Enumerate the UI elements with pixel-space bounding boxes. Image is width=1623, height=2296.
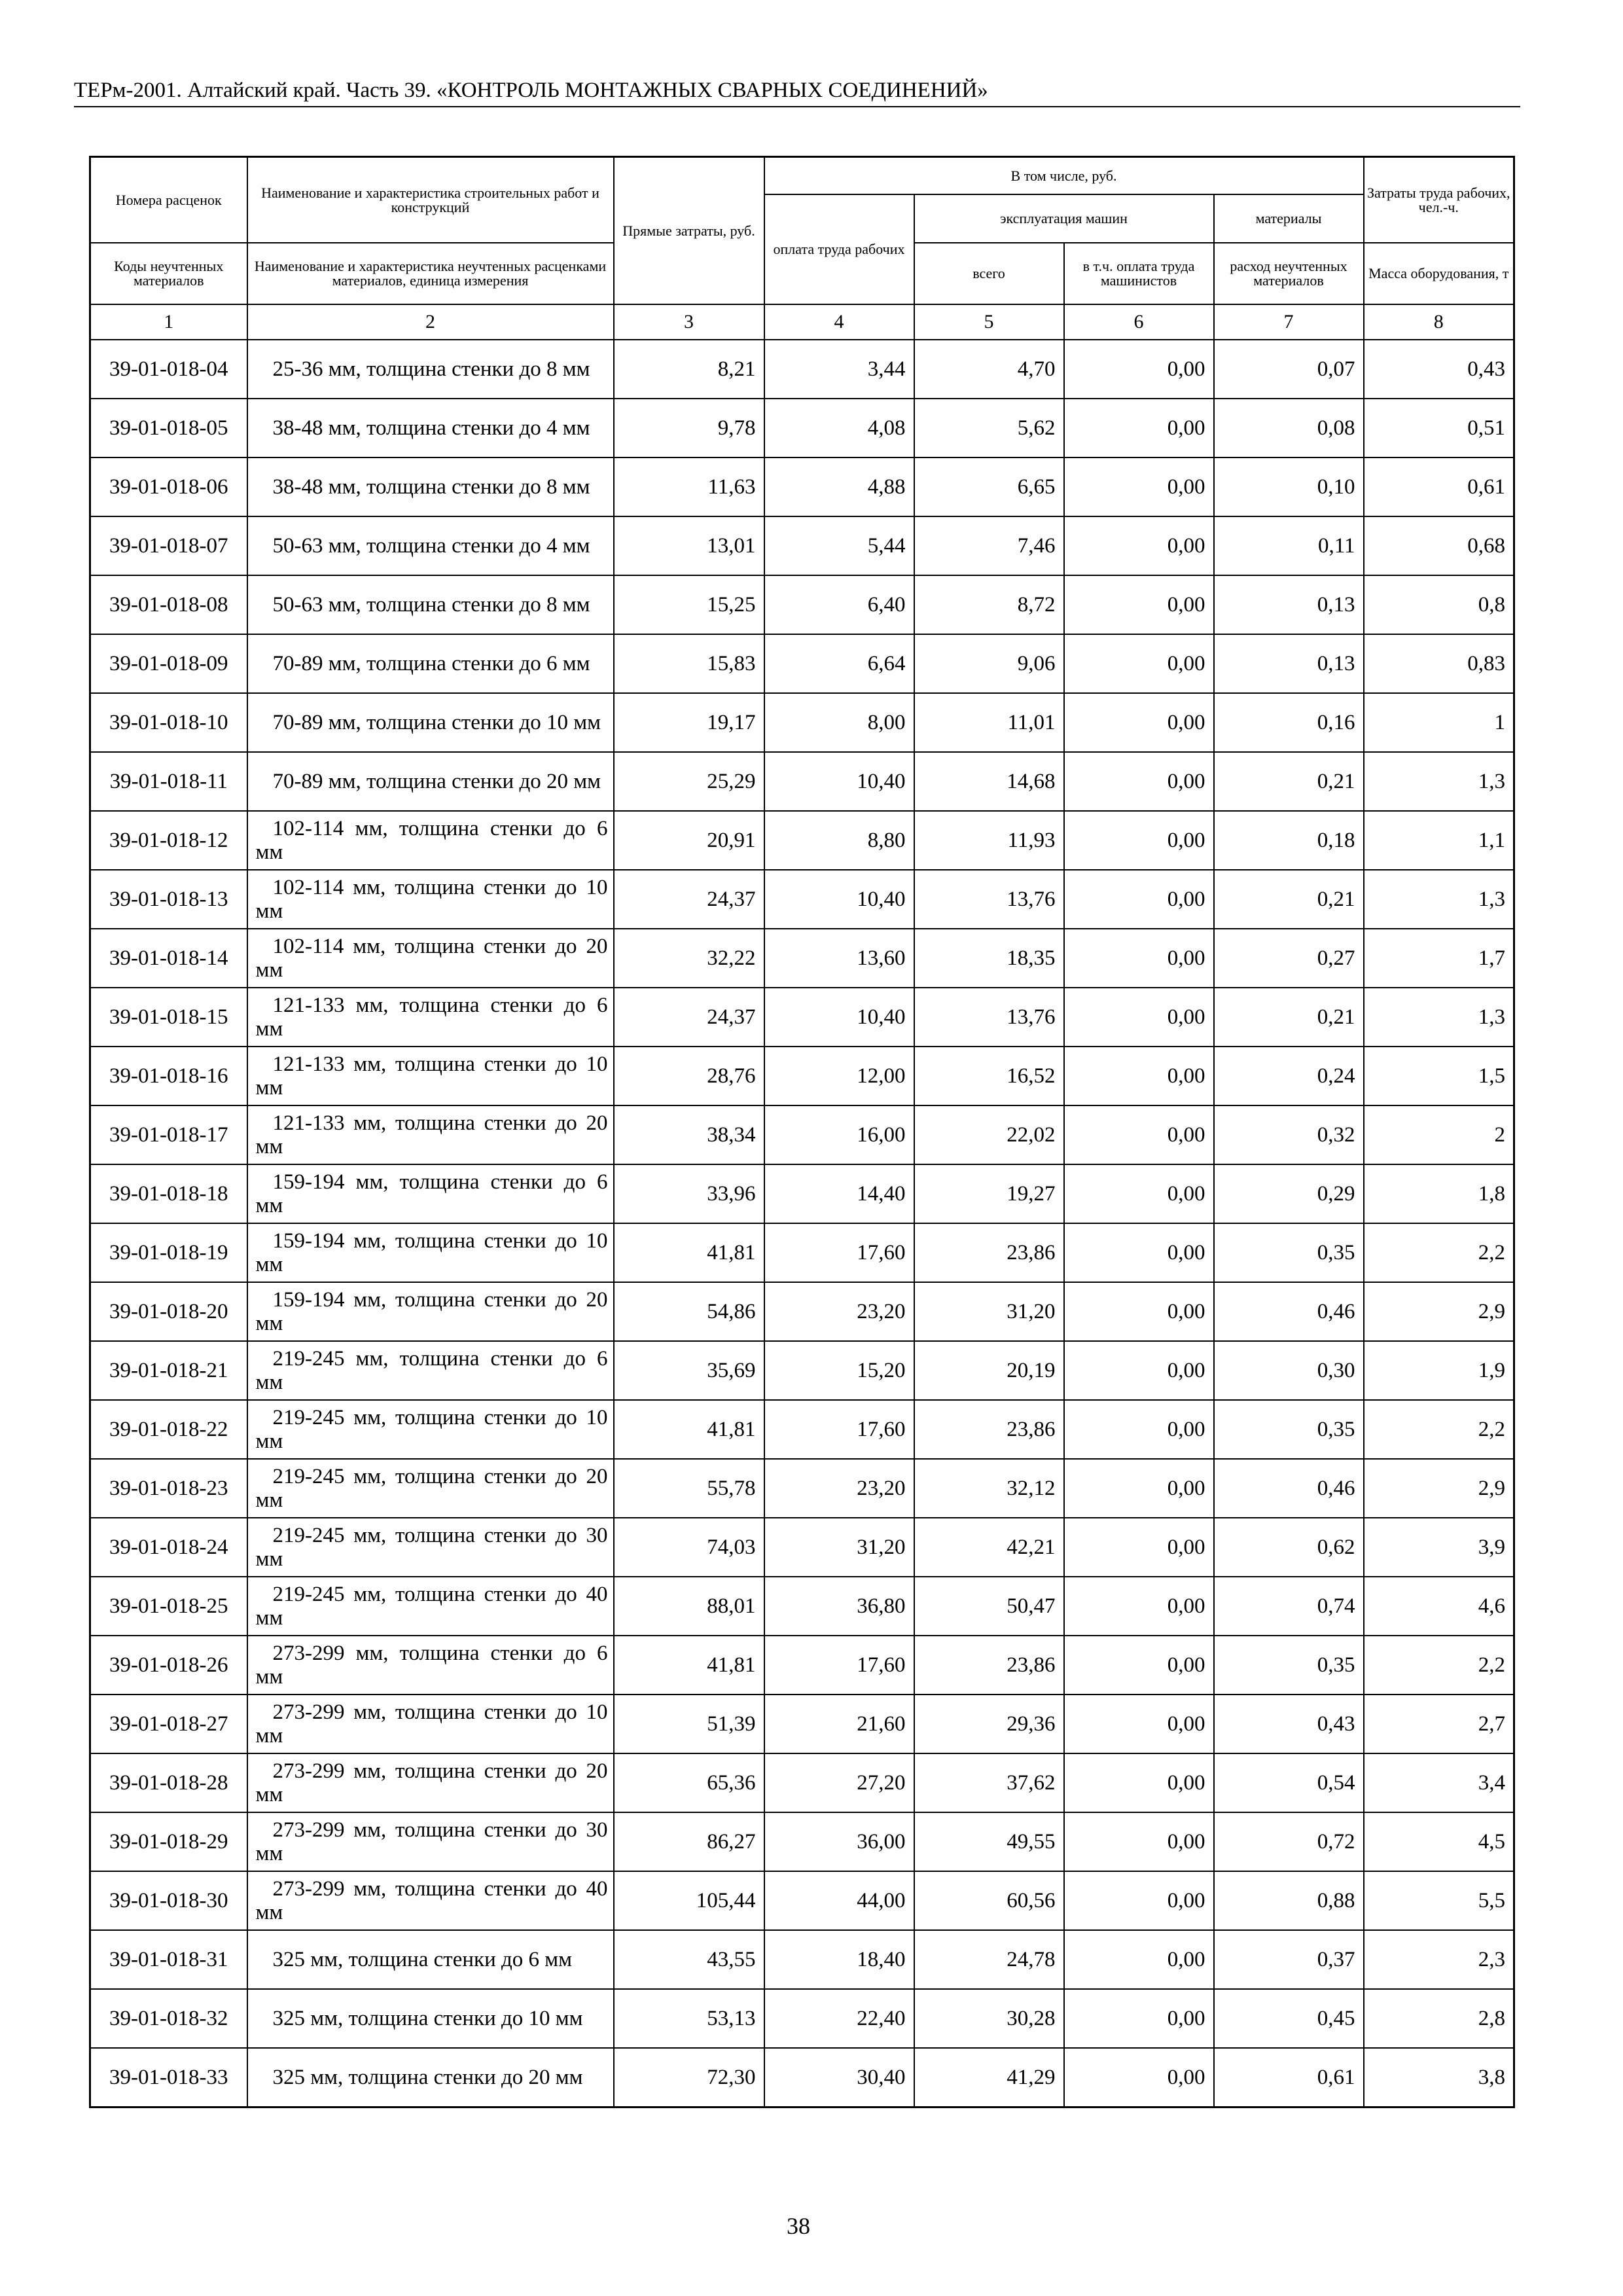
column-number: 1 <box>90 304 247 340</box>
table-row <box>90 457 1514 516</box>
direct-costs-cell: 24,37 <box>614 870 764 929</box>
direct-costs-cell: 51,39 <box>614 1695 764 1753</box>
work-description: 70-89 мм, толщина стенки до 10 мм <box>247 693 614 752</box>
table-row <box>90 399 1514 457</box>
materials-cell: 0,46 <box>1214 1282 1364 1341</box>
work-description: 121-133 мм, толщина стенки до 6 мм <box>247 988 614 1047</box>
operator-pay-cell: 0,00 <box>1064 1930 1214 1989</box>
direct-costs-cell: 20,91 <box>614 811 764 870</box>
worker-pay-cell: 8,80 <box>764 811 914 870</box>
worker-pay-cell: 22,40 <box>764 1989 914 2048</box>
rates-table <box>89 156 1515 2108</box>
direct-costs-cell: 105,44 <box>614 1871 764 1930</box>
direct-costs-cell: 41,81 <box>614 1636 764 1695</box>
direct-costs-cell: 41,81 <box>614 1223 764 1282</box>
worker-pay-cell: 44,00 <box>764 1871 914 1930</box>
materials-cell: 0,62 <box>1214 1518 1364 1577</box>
column-number: 3 <box>614 304 764 340</box>
header-material-consumption: расход неучтенных материалов <box>1214 243 1364 304</box>
labor-costs-cell: 4,6 <box>1364 1577 1514 1636</box>
worker-pay-cell: 16,00 <box>764 1105 914 1164</box>
header-including: В том числе, руб. <box>764 157 1364 195</box>
table-row <box>90 870 1514 929</box>
column-number: 8 <box>1364 304 1514 340</box>
rate-code: 39-01-018-23 <box>90 1459 247 1518</box>
operator-pay-cell: 0,00 <box>1064 988 1214 1047</box>
page-header-title: ТЕРм-2001. Алтайский край. Часть 39. «КОНТРОЛЬ МОНТАЖНЫХ СВАРНЫХ СОЕДИНЕНИЙ» <box>74 77 1520 107</box>
labor-costs-cell: 2,2 <box>1364 1400 1514 1459</box>
direct-costs-cell: 38,34 <box>614 1105 764 1164</box>
table-row <box>90 1459 1514 1518</box>
table-row <box>90 1164 1514 1223</box>
machines-total-cell: 19,27 <box>914 1164 1064 1223</box>
table-row <box>90 634 1514 693</box>
column-number-row <box>90 304 1514 340</box>
work-description: 159-194 мм, толщина стенки до 6 мм <box>247 1164 614 1223</box>
rate-code: 39-01-018-14 <box>90 929 247 988</box>
machines-total-cell: 16,52 <box>914 1047 1064 1105</box>
worker-pay-cell: 23,20 <box>764 1459 914 1518</box>
table-row <box>90 1577 1514 1636</box>
machines-total-cell: 8,72 <box>914 575 1064 634</box>
direct-costs-cell: 72,30 <box>614 2048 764 2108</box>
operator-pay-cell: 0,00 <box>1064 1989 1214 2048</box>
labor-costs-cell: 0,51 <box>1364 399 1514 457</box>
materials-cell: 0,35 <box>1214 1400 1364 1459</box>
rate-code: 39-01-018-15 <box>90 988 247 1047</box>
worker-pay-cell: 17,60 <box>764 1400 914 1459</box>
direct-costs-cell: 15,83 <box>614 634 764 693</box>
materials-cell: 0,54 <box>1214 1753 1364 1812</box>
work-description: 50-63 мм, толщина стенки до 4 мм <box>247 516 614 575</box>
operator-pay-cell: 0,00 <box>1064 929 1214 988</box>
machines-total-cell: 14,68 <box>914 752 1064 811</box>
direct-costs-cell: 15,25 <box>614 575 764 634</box>
work-description: 50-63 мм, толщина стенки до 8 мм <box>247 575 614 634</box>
direct-costs-cell: 28,76 <box>614 1047 764 1105</box>
worker-pay-cell: 4,08 <box>764 399 914 457</box>
direct-costs-cell: 35,69 <box>614 1341 764 1400</box>
operator-pay-cell: 0,00 <box>1064 1341 1214 1400</box>
labor-costs-cell: 1,3 <box>1364 870 1514 929</box>
machines-total-cell: 23,86 <box>914 1400 1064 1459</box>
work-description: 159-194 мм, толщина стенки до 10 мм <box>247 1223 614 1282</box>
machines-total-cell: 23,86 <box>914 1636 1064 1695</box>
machines-total-cell: 41,29 <box>914 2048 1064 2108</box>
table-row <box>90 1518 1514 1577</box>
header-rate-number: Номера расценок <box>90 157 247 243</box>
worker-pay-cell: 4,88 <box>764 457 914 516</box>
work-description: 273-299 мм, толщина стенки до 20 мм <box>247 1753 614 1812</box>
work-description: 219-245 мм, толщина стенки до 10 мм <box>247 1400 614 1459</box>
labor-costs-cell: 2,9 <box>1364 1282 1514 1341</box>
work-description: 25-36 мм, толщина стенки до 8 мм <box>247 340 614 399</box>
direct-costs-cell: 32,22 <box>614 929 764 988</box>
materials-cell: 0,35 <box>1214 1223 1364 1282</box>
labor-costs-cell: 0,43 <box>1364 340 1514 399</box>
labor-costs-cell: 1,8 <box>1364 1164 1514 1223</box>
work-description: 70-89 мм, толщина стенки до 20 мм <box>247 752 614 811</box>
materials-cell: 0,45 <box>1214 1989 1364 2048</box>
operator-pay-cell: 0,00 <box>1064 811 1214 870</box>
direct-costs-cell: 24,37 <box>614 988 764 1047</box>
header-operator-pay: в т.ч. оплата труда машинистов <box>1064 243 1214 304</box>
rate-code: 39-01-018-13 <box>90 870 247 929</box>
machines-total-cell: 6,65 <box>914 457 1064 516</box>
machines-total-cell: 31,20 <box>914 1282 1064 1341</box>
header-work-name: Наименование и характеристика строительных работ и конструкций <box>247 157 614 243</box>
labor-costs-cell: 2,2 <box>1364 1636 1514 1695</box>
operator-pay-cell: 0,00 <box>1064 1459 1214 1518</box>
worker-pay-cell: 10,40 <box>764 870 914 929</box>
rate-code: 39-01-018-12 <box>90 811 247 870</box>
machines-total-cell: 32,12 <box>914 1459 1064 1518</box>
machines-total-cell: 18,35 <box>914 929 1064 988</box>
worker-pay-cell: 12,00 <box>764 1047 914 1105</box>
operator-pay-cell: 0,00 <box>1064 870 1214 929</box>
rate-code: 39-01-018-11 <box>90 752 247 811</box>
materials-cell: 0,35 <box>1214 1636 1364 1695</box>
work-description: 102-114 мм, толщина стенки до 20 мм <box>247 929 614 988</box>
materials-cell: 0,43 <box>1214 1695 1364 1753</box>
page-number: 38 <box>787 2213 810 2239</box>
labor-costs-cell: 3,9 <box>1364 1518 1514 1577</box>
header-total: всего <box>914 243 1064 304</box>
rate-code: 39-01-018-18 <box>90 1164 247 1223</box>
work-description: 159-194 мм, толщина стенки до 20 мм <box>247 1282 614 1341</box>
labor-costs-cell: 2,9 <box>1364 1459 1514 1518</box>
rate-code: 39-01-018-24 <box>90 1518 247 1577</box>
worker-pay-cell: 14,40 <box>764 1164 914 1223</box>
labor-costs-cell: 2,7 <box>1364 1695 1514 1753</box>
header-equipment-mass: Масса оборудования, т <box>1364 243 1514 304</box>
operator-pay-cell: 0,00 <box>1064 693 1214 752</box>
operator-pay-cell: 0,00 <box>1064 1400 1214 1459</box>
rate-code: 39-01-018-27 <box>90 1695 247 1753</box>
materials-cell: 0,11 <box>1214 516 1364 575</box>
work-description: 219-245 мм, толщина стенки до 6 мм <box>247 1341 614 1400</box>
machines-total-cell: 4,70 <box>914 340 1064 399</box>
table-row <box>90 1223 1514 1282</box>
worker-pay-cell: 27,20 <box>764 1753 914 1812</box>
operator-pay-cell: 0,00 <box>1064 1577 1214 1636</box>
direct-costs-cell: 33,96 <box>614 1164 764 1223</box>
table-row <box>90 1812 1514 1871</box>
rate-code: 39-01-018-29 <box>90 1812 247 1871</box>
labor-costs-cell: 0,83 <box>1364 634 1514 693</box>
work-description: 273-299 мм, толщина стенки до 10 мм <box>247 1695 614 1753</box>
rate-code: 39-01-018-31 <box>90 1930 247 1989</box>
rate-code: 39-01-018-22 <box>90 1400 247 1459</box>
worker-pay-cell: 23,20 <box>764 1282 914 1341</box>
operator-pay-cell: 0,00 <box>1064 340 1214 399</box>
table-row <box>90 516 1514 575</box>
table-row <box>90 575 1514 634</box>
materials-cell: 0,13 <box>1214 575 1364 634</box>
operator-pay-cell: 0,00 <box>1064 1812 1214 1871</box>
labor-costs-cell: 1 <box>1364 693 1514 752</box>
work-description: 102-114 мм, толщина стенки до 6 мм <box>247 811 614 870</box>
labor-costs-cell: 2,8 <box>1364 1989 1514 2048</box>
materials-cell: 0,27 <box>1214 929 1364 988</box>
work-description: 38-48 мм, толщина стенки до 4 мм <box>247 399 614 457</box>
worker-pay-cell: 6,40 <box>764 575 914 634</box>
rate-code: 39-01-018-20 <box>90 1282 247 1341</box>
header-worker-pay: оплата труда рабочих <box>764 194 914 304</box>
worker-pay-cell: 21,60 <box>764 1695 914 1753</box>
work-description: 273-299 мм, толщина стенки до 40 мм <box>247 1871 614 1930</box>
labor-costs-cell: 1,7 <box>1364 929 1514 988</box>
table-header <box>90 157 1514 340</box>
materials-cell: 0,21 <box>1214 988 1364 1047</box>
labor-costs-cell: 3,4 <box>1364 1753 1514 1812</box>
worker-pay-cell: 31,20 <box>764 1518 914 1577</box>
header-material-codes: Коды неучтенных материалов <box>90 243 247 304</box>
work-description: 121-133 мм, толщина стенки до 10 мм <box>247 1047 614 1105</box>
operator-pay-cell: 0,00 <box>1064 399 1214 457</box>
table-row <box>90 2048 1514 2108</box>
work-description: 325 мм, толщина стенки до 10 мм <box>247 1989 614 2048</box>
machines-total-cell: 13,76 <box>914 988 1064 1047</box>
table-row <box>90 1871 1514 1930</box>
header-direct-costs: Прямые затраты, руб. <box>614 157 764 305</box>
table-row <box>90 811 1514 870</box>
machines-total-cell: 9,06 <box>914 634 1064 693</box>
rate-code: 39-01-018-26 <box>90 1636 247 1695</box>
rate-code: 39-01-018-32 <box>90 1989 247 2048</box>
machines-total-cell: 37,62 <box>914 1753 1064 1812</box>
operator-pay-cell: 0,00 <box>1064 1282 1214 1341</box>
table-row <box>90 1400 1514 1459</box>
worker-pay-cell: 30,40 <box>764 2048 914 2108</box>
materials-cell: 0,61 <box>1214 2048 1364 2108</box>
direct-costs-cell: 8,21 <box>614 340 764 399</box>
machines-total-cell: 24,78 <box>914 1930 1064 1989</box>
operator-pay-cell: 0,00 <box>1064 2048 1214 2108</box>
table-row <box>90 340 1514 399</box>
rate-code: 39-01-018-16 <box>90 1047 247 1105</box>
machines-total-cell: 30,28 <box>914 1989 1064 2048</box>
table-row <box>90 1047 1514 1105</box>
labor-costs-cell: 2,2 <box>1364 1223 1514 1282</box>
materials-cell: 0,88 <box>1214 1871 1364 1930</box>
materials-cell: 0,21 <box>1214 870 1364 929</box>
header-material-names: Наименование и характеристика неучтенных расценками материалов, единица измерения <box>247 243 614 304</box>
operator-pay-cell: 0,00 <box>1064 634 1214 693</box>
materials-cell: 0,07 <box>1214 340 1364 399</box>
table-row <box>90 1695 1514 1753</box>
rate-code: 39-01-018-04 <box>90 340 247 399</box>
labor-costs-cell: 0,61 <box>1364 457 1514 516</box>
machines-total-cell: 11,01 <box>914 693 1064 752</box>
operator-pay-cell: 0,00 <box>1064 1047 1214 1105</box>
table-row <box>90 1636 1514 1695</box>
direct-costs-cell: 88,01 <box>614 1577 764 1636</box>
machines-total-cell: 60,56 <box>914 1871 1064 1930</box>
materials-cell: 0,46 <box>1214 1459 1364 1518</box>
operator-pay-cell: 0,00 <box>1064 575 1214 634</box>
labor-costs-cell: 1,5 <box>1364 1047 1514 1105</box>
direct-costs-cell: 41,81 <box>614 1400 764 1459</box>
column-number: 2 <box>247 304 614 340</box>
direct-costs-cell: 25,29 <box>614 752 764 811</box>
worker-pay-cell: 13,60 <box>764 929 914 988</box>
labor-costs-cell: 0,68 <box>1364 516 1514 575</box>
operator-pay-cell: 0,00 <box>1064 1636 1214 1695</box>
direct-costs-cell: 9,78 <box>614 399 764 457</box>
direct-costs-cell: 55,78 <box>614 1459 764 1518</box>
operator-pay-cell: 0,00 <box>1064 1753 1214 1812</box>
table-row <box>90 988 1514 1047</box>
rate-code: 39-01-018-10 <box>90 693 247 752</box>
operator-pay-cell: 0,00 <box>1064 516 1214 575</box>
rate-code: 39-01-018-06 <box>90 457 247 516</box>
machines-total-cell: 20,19 <box>914 1341 1064 1400</box>
direct-costs-cell: 13,01 <box>614 516 764 575</box>
machines-total-cell: 11,93 <box>914 811 1064 870</box>
materials-cell: 0,16 <box>1214 693 1364 752</box>
worker-pay-cell: 17,60 <box>764 1223 914 1282</box>
worker-pay-cell: 36,00 <box>764 1812 914 1871</box>
rate-code: 39-01-018-33 <box>90 2048 247 2108</box>
worker-pay-cell: 15,20 <box>764 1341 914 1400</box>
header-machine-operation: эксплуатация машин <box>914 194 1214 243</box>
operator-pay-cell: 0,00 <box>1064 1105 1214 1164</box>
worker-pay-cell: 6,64 <box>764 634 914 693</box>
work-description: 219-245 мм, толщина стенки до 30 мм <box>247 1518 614 1577</box>
materials-cell: 0,10 <box>1214 457 1364 516</box>
materials-cell: 0,18 <box>1214 811 1364 870</box>
machines-total-cell: 42,21 <box>914 1518 1064 1577</box>
machines-total-cell: 29,36 <box>914 1695 1064 1753</box>
materials-cell: 0,30 <box>1214 1341 1364 1400</box>
rate-code: 39-01-018-05 <box>90 399 247 457</box>
labor-costs-cell: 4,5 <box>1364 1812 1514 1871</box>
rate-code: 39-01-018-28 <box>90 1753 247 1812</box>
materials-cell: 0,32 <box>1214 1105 1364 1164</box>
worker-pay-cell: 5,44 <box>764 516 914 575</box>
labor-costs-cell: 3,8 <box>1364 2048 1514 2108</box>
work-description: 38-48 мм, толщина стенки до 8 мм <box>247 457 614 516</box>
machines-total-cell: 5,62 <box>914 399 1064 457</box>
work-description: 219-245 мм, толщина стенки до 20 мм <box>247 1459 614 1518</box>
rate-code: 39-01-018-17 <box>90 1105 247 1164</box>
rate-code: 39-01-018-08 <box>90 575 247 634</box>
rate-code: 39-01-018-25 <box>90 1577 247 1636</box>
rate-code: 39-01-018-19 <box>90 1223 247 1282</box>
direct-costs-cell: 53,13 <box>614 1989 764 2048</box>
direct-costs-cell: 65,36 <box>614 1753 764 1812</box>
operator-pay-cell: 0,00 <box>1064 1223 1214 1282</box>
table-row <box>90 1753 1514 1812</box>
table-row <box>90 1105 1514 1164</box>
direct-costs-cell: 54,86 <box>614 1282 764 1341</box>
rate-code: 39-01-018-21 <box>90 1341 247 1400</box>
materials-cell: 0,37 <box>1214 1930 1364 1989</box>
labor-costs-cell: 1,9 <box>1364 1341 1514 1400</box>
operator-pay-cell: 0,00 <box>1064 1871 1214 1930</box>
materials-cell: 0,74 <box>1214 1577 1364 1636</box>
operator-pay-cell: 0,00 <box>1064 1695 1214 1753</box>
worker-pay-cell: 17,60 <box>764 1636 914 1695</box>
table-row <box>90 1930 1514 1989</box>
labor-costs-cell: 2 <box>1364 1105 1514 1164</box>
table-body <box>90 340 1514 2108</box>
labor-costs-cell: 5,5 <box>1364 1871 1514 1930</box>
rate-code: 39-01-018-30 <box>90 1871 247 1930</box>
work-description: 273-299 мм, толщина стенки до 30 мм <box>247 1812 614 1871</box>
materials-cell: 0,08 <box>1214 399 1364 457</box>
direct-costs-cell: 86,27 <box>614 1812 764 1871</box>
worker-pay-cell: 8,00 <box>764 693 914 752</box>
materials-cell: 0,72 <box>1214 1812 1364 1871</box>
table-row <box>90 1282 1514 1341</box>
machines-total-cell: 23,86 <box>914 1223 1064 1282</box>
operator-pay-cell: 0,00 <box>1064 457 1214 516</box>
machines-total-cell: 50,47 <box>914 1577 1064 1636</box>
labor-costs-cell: 1,3 <box>1364 988 1514 1047</box>
header-labor-costs: Затраты труда рабочих, чел.-ч. <box>1364 157 1514 243</box>
operator-pay-cell: 0,00 <box>1064 752 1214 811</box>
table-row <box>90 1989 1514 2048</box>
direct-costs-cell: 11,63 <box>614 457 764 516</box>
materials-cell: 0,21 <box>1214 752 1364 811</box>
labor-costs-cell: 1,3 <box>1364 752 1514 811</box>
column-number: 6 <box>1064 304 1214 340</box>
direct-costs-cell: 43,55 <box>614 1930 764 1989</box>
column-number: 4 <box>764 304 914 340</box>
machines-total-cell: 22,02 <box>914 1105 1064 1164</box>
worker-pay-cell: 36,80 <box>764 1577 914 1636</box>
operator-pay-cell: 0,00 <box>1064 1518 1214 1577</box>
labor-costs-cell: 0,8 <box>1364 575 1514 634</box>
table-row <box>90 752 1514 811</box>
column-number: 7 <box>1214 304 1364 340</box>
labor-costs-cell: 1,1 <box>1364 811 1514 870</box>
column-number: 5 <box>914 304 1064 340</box>
rate-code: 39-01-018-09 <box>90 634 247 693</box>
labor-costs-cell: 2,3 <box>1364 1930 1514 1989</box>
machines-total-cell: 49,55 <box>914 1812 1064 1871</box>
machines-total-cell: 13,76 <box>914 870 1064 929</box>
worker-pay-cell: 10,40 <box>764 988 914 1047</box>
materials-cell: 0,13 <box>1214 634 1364 693</box>
table-row <box>90 1341 1514 1400</box>
table-row <box>90 929 1514 988</box>
header-materials: материалы <box>1214 194 1364 243</box>
direct-costs-cell: 19,17 <box>614 693 764 752</box>
materials-cell: 0,24 <box>1214 1047 1364 1105</box>
work-description: 325 мм, толщина стенки до 6 мм <box>247 1930 614 1989</box>
work-description: 273-299 мм, толщина стенки до 6 мм <box>247 1636 614 1695</box>
worker-pay-cell: 18,40 <box>764 1930 914 1989</box>
work-description: 219-245 мм, толщина стенки до 40 мм <box>247 1577 614 1636</box>
rate-code: 39-01-018-07 <box>90 516 247 575</box>
direct-costs-cell: 74,03 <box>614 1518 764 1577</box>
table-row <box>90 693 1514 752</box>
work-description: 70-89 мм, толщина стенки до 6 мм <box>247 634 614 693</box>
operator-pay-cell: 0,00 <box>1064 1164 1214 1223</box>
worker-pay-cell: 3,44 <box>764 340 914 399</box>
work-description: 102-114 мм, толщина стенки до 10 мм <box>247 870 614 929</box>
work-description: 121-133 мм, толщина стенки до 20 мм <box>247 1105 614 1164</box>
work-description: 325 мм, толщина стенки до 20 мм <box>247 2048 614 2108</box>
worker-pay-cell: 10,40 <box>764 752 914 811</box>
materials-cell: 0,29 <box>1214 1164 1364 1223</box>
machines-total-cell: 7,46 <box>914 516 1064 575</box>
